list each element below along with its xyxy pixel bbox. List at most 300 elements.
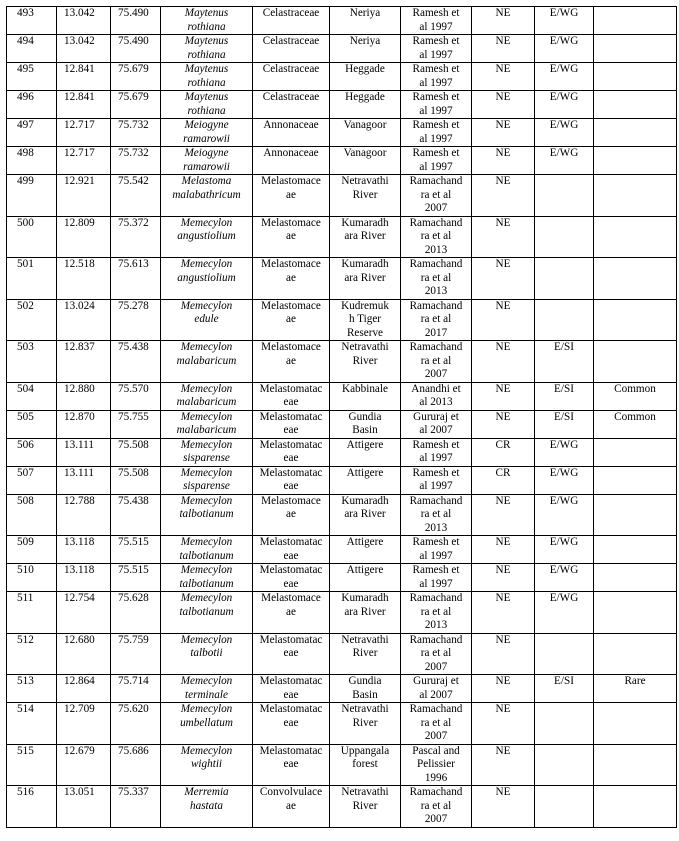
iucn-status-cell: NE	[472, 592, 535, 634]
species-line: rothiana	[187, 20, 226, 33]
source-line: al 1997	[419, 480, 453, 492]
source-line: Ramesh et	[412, 564, 460, 576]
family-line: eae	[283, 758, 299, 770]
latitude-cell: 13.111	[57, 466, 111, 494]
locality-line: Kumaradh	[341, 216, 389, 229]
latitude-cell: 12.717	[57, 147, 111, 175]
source-line: Ramachand	[409, 494, 463, 507]
latitude-cell: 12.717	[57, 119, 111, 147]
species-line: Memecylon	[180, 564, 233, 576]
source-line: Anandhi et	[411, 382, 461, 395]
source-line: Pelissier	[417, 758, 455, 770]
table-row	[7, 175, 677, 217]
table-row	[7, 7, 677, 35]
locality-cell	[330, 675, 401, 703]
distribution-cell: E/WG	[535, 119, 594, 147]
source-line: ra et al	[420, 271, 452, 284]
table-row	[7, 147, 677, 175]
distribution-cell: E/WG	[535, 466, 594, 494]
longitude-cell: 75.628	[111, 592, 161, 634]
locality-line: Kudremuk	[341, 299, 389, 312]
family-cell	[253, 147, 330, 175]
table-row	[7, 119, 677, 147]
species-line: Memecylon	[180, 744, 233, 757]
iucn-status-cell: NE	[472, 35, 535, 63]
record-number-cell: 502	[7, 299, 57, 341]
species-cell	[161, 438, 253, 466]
table-row	[7, 592, 677, 634]
longitude-cell: 75.732	[111, 119, 161, 147]
source-cell	[401, 119, 472, 147]
family-cell	[253, 63, 330, 91]
species-line: malabaricum	[176, 354, 237, 367]
locality-line: Vanagoor	[343, 119, 387, 131]
species-line: rothiana	[187, 48, 226, 61]
source-line: ra et al	[420, 508, 452, 520]
species-cell	[161, 786, 253, 828]
locality-cell	[330, 91, 401, 119]
distribution-cell	[535, 216, 594, 258]
table-row	[7, 494, 677, 536]
distribution-cell: E/WG	[535, 147, 594, 175]
locality-line: ara River	[344, 605, 386, 618]
longitude-cell: 75.515	[111, 564, 161, 592]
species-line: wightii	[190, 758, 223, 770]
table-row	[7, 258, 677, 300]
family-line: eae	[283, 577, 299, 590]
locality-line: Kumaradh	[341, 494, 389, 507]
table-row	[7, 744, 677, 786]
source-line: Ramesh et	[412, 91, 460, 103]
species-line: talbotianum	[179, 605, 234, 618]
species-line: angustiolium	[177, 271, 236, 284]
occurrence-status-cell	[594, 341, 677, 383]
species-line: ramarowii	[183, 160, 230, 173]
family-line: eae	[283, 647, 299, 659]
family-cell	[253, 7, 330, 35]
latitude-cell: 12.837	[57, 341, 111, 383]
latitude-cell: 12.679	[57, 744, 111, 786]
source-line: 2017	[424, 326, 448, 339]
source-line: 2013	[424, 521, 448, 534]
species-cell	[161, 744, 253, 786]
locality-cell	[330, 35, 401, 63]
locality-line: ara River	[344, 230, 386, 242]
table-row	[7, 63, 677, 91]
record-number-cell: 501	[7, 258, 57, 300]
table-row	[7, 382, 677, 410]
locality-line: Basin	[352, 424, 378, 436]
locality-cell	[330, 147, 401, 175]
locality-cell	[330, 438, 401, 466]
family-line: eae	[283, 716, 299, 729]
iucn-status-cell: NE	[472, 494, 535, 536]
locality-cell	[330, 341, 401, 383]
locality-cell	[330, 786, 401, 828]
family-line: eae	[283, 424, 299, 436]
family-line: ae	[286, 313, 296, 325]
latitude-cell: 13.118	[57, 536, 111, 564]
source-line: al 1997	[419, 577, 453, 590]
occurrence-status-cell	[594, 216, 677, 258]
species-line: angustiolium	[177, 230, 236, 242]
record-number-cell: 516	[7, 786, 57, 828]
record-number-cell: 497	[7, 119, 57, 147]
locality-line: Attigere	[346, 536, 384, 548]
longitude-cell: 75.508	[111, 438, 161, 466]
source-line: Ramachand	[409, 786, 463, 798]
source-line: al 2013	[419, 396, 453, 408]
source-line: ra et al	[420, 605, 452, 618]
locality-cell	[330, 633, 401, 675]
longitude-cell: 75.679	[111, 91, 161, 119]
species-cell	[161, 299, 253, 341]
species-line: Merremia	[184, 786, 229, 798]
source-line: Ramachand	[409, 633, 463, 646]
distribution-cell: E/SI	[535, 382, 594, 410]
species-line: talbotianum	[179, 577, 234, 590]
source-line: Ramachand	[409, 703, 463, 715]
iucn-status-cell: NE	[472, 675, 535, 703]
locality-line: Attigere	[346, 466, 384, 479]
source-line: 2007	[424, 660, 448, 673]
family-cell	[253, 175, 330, 217]
species-cell	[161, 258, 253, 300]
family-cell	[253, 216, 330, 258]
distribution-cell	[535, 175, 594, 217]
family-line: Melastomace	[261, 341, 321, 353]
source-line: 2007	[424, 730, 448, 742]
family-line: Melastomatac	[259, 703, 323, 715]
locality-line: Kumaradh	[341, 592, 389, 604]
locality-line: Netravathi	[341, 341, 389, 353]
occurrence-status-cell: Rare	[594, 675, 677, 703]
locality-line: h Tiger	[348, 313, 382, 325]
source-cell	[401, 494, 472, 536]
table-row	[7, 786, 677, 828]
source-line: al 2007	[419, 688, 453, 701]
locality-line: Netravathi	[341, 633, 389, 646]
table-row	[7, 536, 677, 564]
source-line: al 1997	[419, 549, 453, 562]
occurrence-status-cell	[594, 63, 677, 91]
record-number-cell: 510	[7, 564, 57, 592]
species-cell	[161, 382, 253, 410]
species-line: Maytenus	[184, 91, 229, 103]
latitude-cell: 12.921	[57, 175, 111, 217]
source-line: Ramachand	[409, 299, 463, 312]
source-line: ra et al	[420, 188, 452, 201]
distribution-cell: E/SI	[535, 341, 594, 383]
family-line: Melastomace	[261, 175, 321, 187]
species-line: ramarowii	[183, 132, 230, 145]
locality-line: Netravathi	[341, 786, 389, 798]
source-line: al 1997	[419, 132, 453, 145]
source-line: 2007	[424, 368, 448, 380]
species-cell	[161, 341, 253, 383]
distribution-cell: E/WG	[535, 438, 594, 466]
distribution-cell	[535, 786, 594, 828]
occurrence-status-cell	[594, 466, 677, 494]
species-line: rothiana	[187, 104, 226, 117]
family-line: Melastomace	[261, 299, 321, 312]
longitude-cell: 75.542	[111, 175, 161, 217]
species-line: Memecylon	[180, 438, 233, 451]
species-line: terminale	[185, 688, 228, 701]
locality-line: River	[352, 647, 378, 659]
species-table-container	[6, 6, 676, 828]
family-cell	[253, 675, 330, 703]
iucn-status-cell: NE	[472, 786, 535, 828]
longitude-cell: 75.490	[111, 7, 161, 35]
occurrence-status-cell	[594, 786, 677, 828]
locality-cell	[330, 299, 401, 341]
longitude-cell: 75.337	[111, 786, 161, 828]
species-line: Maytenus	[184, 35, 229, 47]
source-cell	[401, 216, 472, 258]
locality-cell	[330, 564, 401, 592]
species-cell	[161, 91, 253, 119]
species-cell	[161, 216, 253, 258]
species-line: Memecylon	[180, 466, 233, 479]
table-row	[7, 438, 677, 466]
distribution-cell	[535, 299, 594, 341]
locality-line: Gundia	[348, 675, 382, 687]
locality-line: Neriya	[349, 7, 381, 19]
family-cell	[253, 341, 330, 383]
species-line: talbotianum	[179, 508, 234, 520]
source-line: 2013	[424, 285, 448, 297]
locality-line: Neriya	[349, 35, 381, 47]
source-line: Gururaj et	[413, 410, 459, 423]
locality-cell	[330, 119, 401, 147]
family-cell	[253, 258, 330, 300]
source-line: Ramachand	[409, 216, 463, 229]
family-cell	[253, 466, 330, 494]
family-line: Melastomatac	[259, 382, 323, 395]
record-number-cell: 504	[7, 382, 57, 410]
iucn-status-cell: NE	[472, 536, 535, 564]
iucn-status-cell: CR	[472, 466, 535, 494]
table-row	[7, 410, 677, 438]
family-line: eae	[283, 688, 299, 701]
record-number-cell: 496	[7, 91, 57, 119]
species-line: Melastoma	[181, 175, 232, 187]
family-line: ae	[286, 271, 296, 284]
family-line: Melastomatac	[259, 675, 323, 687]
distribution-cell: E/WG	[535, 91, 594, 119]
species-line: Memecylon	[180, 341, 233, 353]
distribution-cell: E/WG	[535, 564, 594, 592]
occurrence-status-cell	[594, 703, 677, 745]
longitude-cell: 75.490	[111, 35, 161, 63]
family-cell	[253, 564, 330, 592]
species-cell	[161, 63, 253, 91]
occurrence-status-cell	[594, 119, 677, 147]
family-line: eae	[283, 549, 299, 562]
latitude-cell: 13.111	[57, 438, 111, 466]
distribution-cell: E/SI	[535, 410, 594, 438]
longitude-cell: 75.570	[111, 382, 161, 410]
source-cell	[401, 63, 472, 91]
longitude-cell: 75.755	[111, 410, 161, 438]
table-row	[7, 633, 677, 675]
locality-line: Attigere	[346, 438, 384, 451]
family-line: Celastraceae	[262, 63, 320, 75]
table-row	[7, 35, 677, 63]
iucn-status-cell: NE	[472, 63, 535, 91]
species-cell	[161, 564, 253, 592]
locality-cell	[330, 63, 401, 91]
latitude-cell: 12.754	[57, 592, 111, 634]
latitude-cell: 12.841	[57, 91, 111, 119]
source-line: al 1997	[419, 104, 453, 117]
family-line: eae	[283, 396, 299, 408]
species-line: malabathricum	[172, 188, 241, 201]
source-line: al 1997	[419, 160, 453, 173]
distribution-cell	[535, 258, 594, 300]
family-line: Melastomace	[261, 258, 321, 270]
table-row	[7, 299, 677, 341]
latitude-cell: 12.870	[57, 410, 111, 438]
family-cell	[253, 703, 330, 745]
latitude-cell: 13.024	[57, 299, 111, 341]
source-cell	[401, 258, 472, 300]
family-line: ae	[286, 605, 296, 618]
source-cell	[401, 91, 472, 119]
species-table	[6, 6, 677, 828]
occurrence-status-cell	[594, 175, 677, 217]
source-cell	[401, 341, 472, 383]
source-line: ra et al	[420, 313, 452, 325]
family-line: ae	[286, 230, 296, 242]
source-line: 1996	[424, 771, 448, 784]
latitude-cell: 12.880	[57, 382, 111, 410]
longitude-cell: 75.515	[111, 536, 161, 564]
source-line: Ramesh et	[412, 7, 460, 19]
occurrence-status-cell: Common	[594, 382, 677, 410]
species-cell	[161, 7, 253, 35]
species-cell	[161, 147, 253, 175]
table-row	[7, 675, 677, 703]
longitude-cell: 75.278	[111, 299, 161, 341]
locality-line: Uppangala	[340, 744, 390, 757]
source-line: al 2007	[419, 424, 453, 436]
source-cell	[401, 592, 472, 634]
distribution-cell	[535, 744, 594, 786]
record-number-cell: 513	[7, 675, 57, 703]
species-line: Memecylon	[180, 592, 233, 604]
distribution-cell: E/WG	[535, 63, 594, 91]
species-cell	[161, 35, 253, 63]
latitude-cell: 12.841	[57, 63, 111, 91]
latitude-cell: 12.709	[57, 703, 111, 745]
iucn-status-cell: NE	[472, 564, 535, 592]
source-line: 2013	[424, 619, 448, 631]
longitude-cell: 75.438	[111, 494, 161, 536]
locality-cell	[330, 494, 401, 536]
family-cell	[253, 744, 330, 786]
locality-cell	[330, 258, 401, 300]
family-cell	[253, 382, 330, 410]
locality-cell	[330, 410, 401, 438]
species-cell	[161, 703, 253, 745]
locality-line: Gundia	[348, 410, 382, 423]
latitude-cell: 12.864	[57, 675, 111, 703]
species-line: Memecylon	[180, 216, 233, 229]
species-line: Memecylon	[180, 382, 233, 395]
iucn-status-cell: NE	[472, 633, 535, 675]
species-cell	[161, 675, 253, 703]
latitude-cell: 13.042	[57, 35, 111, 63]
longitude-cell: 75.620	[111, 703, 161, 745]
latitude-cell: 12.680	[57, 633, 111, 675]
source-line: Ramesh et	[412, 63, 460, 75]
source-line: Ramesh et	[412, 35, 460, 47]
family-cell	[253, 299, 330, 341]
latitude-cell: 13.051	[57, 786, 111, 828]
source-line: Ramesh et	[412, 119, 460, 131]
locality-line: Kumaradh	[341, 258, 389, 270]
species-cell	[161, 119, 253, 147]
family-cell	[253, 410, 330, 438]
family-line: Celastraceae	[262, 91, 320, 103]
source-cell	[401, 410, 472, 438]
record-number-cell: 503	[7, 341, 57, 383]
distribution-cell	[535, 633, 594, 675]
occurrence-status-cell	[594, 536, 677, 564]
source-line: Ramachand	[409, 592, 463, 604]
source-line: Ramesh et	[412, 536, 460, 548]
family-cell	[253, 119, 330, 147]
source-cell	[401, 438, 472, 466]
locality-cell	[330, 466, 401, 494]
distribution-cell: E/WG	[535, 536, 594, 564]
locality-line: Kabbinale	[342, 382, 388, 395]
species-line: Memecylon	[180, 494, 233, 507]
family-line: Melastomace	[261, 216, 321, 229]
locality-line: Basin	[352, 688, 378, 701]
species-line: Memecylon	[180, 633, 233, 646]
record-number-cell: 507	[7, 466, 57, 494]
occurrence-status-cell	[594, 592, 677, 634]
family-line: Annonaceae	[263, 147, 319, 159]
iucn-status-cell: NE	[472, 744, 535, 786]
species-line: edule	[194, 313, 219, 325]
source-line: Ramachand	[409, 175, 463, 187]
family-line: Melastomatac	[259, 633, 323, 646]
locality-line: Heggade	[345, 63, 385, 75]
source-line: al 1997	[419, 48, 453, 61]
occurrence-status-cell	[594, 35, 677, 63]
latitude-cell: 12.809	[57, 216, 111, 258]
longitude-cell: 75.372	[111, 216, 161, 258]
locality-cell	[330, 744, 401, 786]
family-cell	[253, 536, 330, 564]
family-line: Convolvulace	[259, 786, 323, 798]
family-line: Melastomatac	[259, 410, 323, 423]
locality-line: Netravathi	[341, 703, 389, 715]
latitude-cell: 13.042	[57, 7, 111, 35]
source-line: al 1997	[419, 452, 453, 464]
table-row	[7, 703, 677, 745]
family-cell	[253, 91, 330, 119]
distribution-cell: E/WG	[535, 35, 594, 63]
source-line: ra et al	[420, 647, 452, 659]
source-line: al 1997	[419, 20, 453, 33]
occurrence-status-cell	[594, 494, 677, 536]
species-line: Memecylon	[180, 410, 233, 423]
